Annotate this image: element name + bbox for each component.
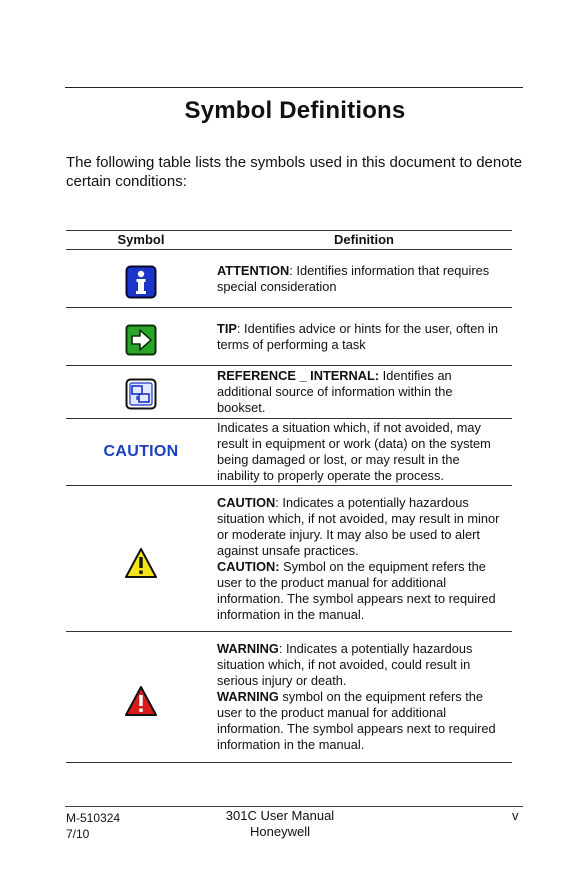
definition-text: Indicates a situation which, if not avoided, may result in equipment or work (data) on the system being damaged or lost, or may result in the inability to properly operate the process. xyxy=(217,420,491,483)
page-title: Symbol Definitions xyxy=(184,97,406,124)
definition-text: : Identifies advice or hints for the user, often in terms of performing a task xyxy=(217,320,498,352)
doc-date: 7/10 xyxy=(66,827,90,841)
definition-term: WARNING xyxy=(217,689,279,704)
table-row xyxy=(66,419,512,486)
definition-text: : Identifies information that requires special consideration xyxy=(217,262,490,294)
definition-text: : Indicates a potentially hazardous situation which, if not avoided, could result in serious injury or death. xyxy=(217,641,473,688)
symbol-cell xyxy=(66,250,216,308)
symbol-cell xyxy=(66,486,216,632)
info-icon xyxy=(125,265,157,299)
manual-title: 301C User Manual xyxy=(225,808,335,823)
definition-term: ATTENTION xyxy=(217,262,290,278)
definition-cell xyxy=(216,366,512,419)
definition-text: Symbol on the equipment refers the user to the product manual for additional information. The symbol appears next to required information in the manual. xyxy=(217,558,496,622)
reference-internal-icon xyxy=(125,378,157,410)
definition-term: REFERENCE _ INTERNAL: xyxy=(217,368,380,383)
footer-left xyxy=(66,810,120,842)
table-row xyxy=(66,486,512,632)
symbol-cell xyxy=(66,308,216,366)
table-row xyxy=(66,308,512,366)
caution-label: CAUTION xyxy=(103,443,179,460)
header-definition: Definition xyxy=(216,231,512,250)
definition-cell xyxy=(216,308,512,366)
footer-center xyxy=(200,808,360,840)
intro-paragraph: The following table lists the symbols used in this document to denote certain conditions: xyxy=(66,154,523,190)
definition-term: CAUTION: xyxy=(217,558,280,574)
tip-arrow-icon xyxy=(125,324,157,356)
symbol-cell xyxy=(66,419,216,486)
definition-term: WARNING xyxy=(217,641,279,656)
symbol-table xyxy=(66,230,512,763)
definition-cell xyxy=(216,419,512,486)
doc-number: M-510324 xyxy=(66,811,121,825)
header-symbol: Symbol xyxy=(66,231,216,250)
top-rule xyxy=(65,87,523,88)
warning-triangle-icon xyxy=(124,685,158,717)
company-name: Honeywell xyxy=(250,824,310,839)
definition-cell xyxy=(216,486,512,632)
table-row xyxy=(66,250,512,308)
definition-term: TIP xyxy=(217,320,237,336)
definition-text: symbol on the equipment refers the user to the product manual for additional information. The symbol appears next to required information in the manual. xyxy=(217,689,496,752)
footer-rule xyxy=(65,806,523,807)
definition-text: Identifies an additional source of information within the bookset. xyxy=(217,368,453,415)
symbol-cell xyxy=(66,632,216,763)
caution-triangle-icon xyxy=(124,547,158,579)
table-row xyxy=(66,366,512,419)
definition-text: : Indicates a potentially hazardous situation which, if not avoided, may result in minor or moderate injury. It may also be used to alert against unsafe practices. xyxy=(217,494,500,558)
table-header-row xyxy=(66,231,512,250)
symbol-cell xyxy=(66,366,216,419)
definition-cell xyxy=(216,250,512,308)
page-number: v xyxy=(512,808,519,823)
definition-cell xyxy=(216,632,512,763)
definition-term: CAUTION xyxy=(217,494,276,510)
table-row xyxy=(66,632,512,763)
